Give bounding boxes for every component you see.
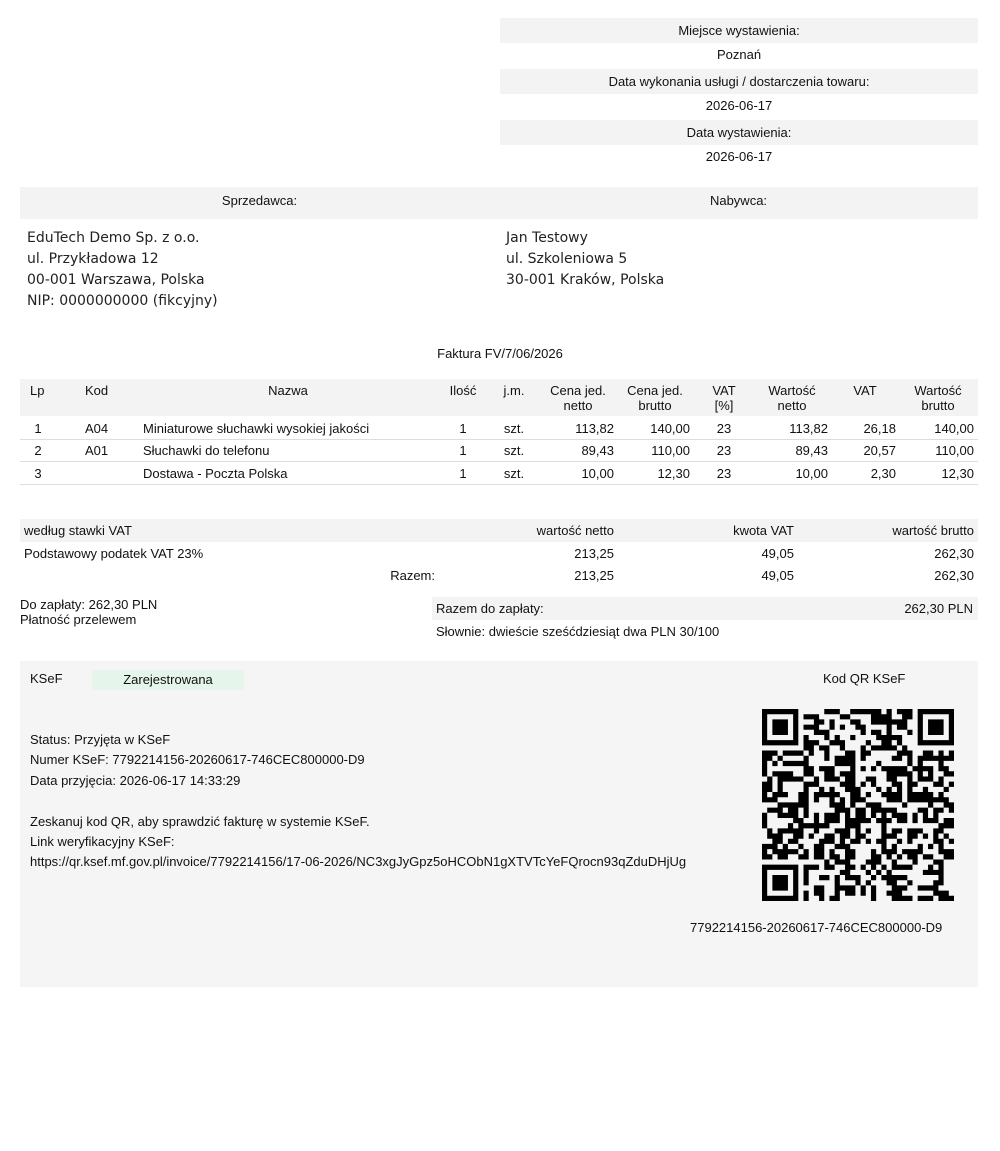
column-header-quantity <box>438 383 488 398</box>
column-header-text: Ilość <box>449 383 477 398</box>
item-cell-lp: 2 <box>34 443 42 458</box>
column-header-lp <box>30 383 46 398</box>
item-cell-unit-net: 113,82 <box>575 421 614 436</box>
vat-total-net: 213,25 <box>574 568 614 583</box>
item-cell-value-net: 113,82 <box>789 421 828 436</box>
item-cell-vat-amount: 20,57 <box>863 443 896 458</box>
item-cell-vat-rate: 23 <box>716 443 732 458</box>
buyer-line: 30-001 Kraków, Polska <box>506 272 665 288</box>
column-header-text: Wartość <box>768 383 816 398</box>
vat-header-gross: wartość brutto <box>892 523 974 538</box>
vat-summary-header <box>20 519 978 542</box>
item-cell-value-gross: 140,00 <box>934 421 974 436</box>
item-cell-name: Dostawa - Poczta Polska <box>143 466 288 481</box>
vat-total-tax: 49,05 <box>761 568 794 583</box>
item-cell-unit: szt. <box>503 421 525 436</box>
item-cell-quantity: 1 <box>459 421 467 436</box>
column-header-text: netto <box>777 398 807 413</box>
column-header-text: VAT <box>712 383 736 398</box>
qr-caption: 7792214156-20260617-746CEC800000-D9 <box>690 920 943 935</box>
seller-line: EduTech Demo Sp. z o.o. <box>27 230 200 246</box>
status-badge: Zarejestrowana <box>92 670 244 690</box>
issue-date-label: Data wystawienia: <box>500 120 978 145</box>
column-header-unit-net <box>542 383 614 413</box>
vat-total-label: Razem: <box>390 568 435 583</box>
vat-row-net: 213,25 <box>574 546 614 561</box>
column-header-text: netto <box>563 398 593 413</box>
row-divider <box>20 439 978 440</box>
ksef-received-date: Data przyjęcia: 2026-06-17 14:33:29 <box>30 773 241 788</box>
item-cell-unit: szt. <box>503 443 525 458</box>
item-cell-vat-rate: 23 <box>716 466 732 481</box>
column-header-name <box>193 383 383 398</box>
vat-header-tax: kwota VAT <box>733 523 794 538</box>
item-cell-code: A04 <box>85 421 109 436</box>
invoice-title: Faktura FV/7/06/2026 <box>437 346 563 361</box>
vat-header-net: wartość netto <box>536 523 614 538</box>
service-date-value: 2026-06-17 <box>705 98 773 113</box>
column-header-text: brutto <box>921 398 955 413</box>
item-cell-value-net: 10,00 <box>795 466 828 481</box>
item-cell-name: Słuchawki do telefonu <box>143 443 270 458</box>
item-cell-lp: 1 <box>34 421 42 436</box>
buyer-details <box>506 228 664 291</box>
amount-due: Do zapłaty: 262,30 PLN <box>20 597 158 612</box>
column-header-text: Kod <box>85 383 109 398</box>
column-header-text: Lp <box>30 383 45 398</box>
row-divider <box>20 484 978 485</box>
vat-row-gross: 262,30 <box>934 546 974 561</box>
vat-row-rate: Podstawowy podatek VAT 23% <box>24 546 204 561</box>
place-label: Miejsce wystawienia: <box>500 18 978 43</box>
ksef-scan-hint: Zeskanuj kod QR, aby sprawdzić fakturę w systemie KSeF. <box>30 814 370 829</box>
item-cell-unit-net: 89,43 <box>581 443 614 458</box>
ksef-number: Numer KSeF: 7792214156-20260617-746CEC800000-D9 <box>30 752 365 767</box>
ksef-verification-link[interactable]: https://qr.ksef.mf.gov.pl/invoice/7792214156/17-06-2026/NC3xgJyGpz5oHCObN1gXTVTcYeFQrocn93qZduDHjUg <box>30 854 687 869</box>
seller-line: 00-001 Warszawa, Polska <box>27 272 205 288</box>
column-header-text: Cena jed. <box>627 383 683 398</box>
item-cell-value-gross: 12,30 <box>941 466 974 481</box>
item-cell-lp: 3 <box>34 466 42 481</box>
column-header-unit-gross <box>620 383 690 413</box>
item-cell-name: Miniaturowe słuchawki wysokiej jakości <box>143 421 370 436</box>
ksef-link-label: Link weryfikacyjny KSeF: <box>30 834 175 849</box>
column-header-code <box>85 383 125 398</box>
seller-line: NIP: 0000000000 (fikcyjny) <box>27 293 218 309</box>
column-header-value-gross <box>902 383 974 413</box>
item-cell-value-gross: 110,00 <box>935 443 974 458</box>
row-divider <box>20 461 978 462</box>
vat-header-rate: według stawki VAT <box>24 523 132 538</box>
total-due-value: 262,30 PLN <box>904 601 973 616</box>
item-cell-unit-gross: 140,00 <box>650 421 690 436</box>
item-cell-unit-gross: 12,30 <box>657 466 690 481</box>
vat-total-gross: 262,30 <box>934 568 974 583</box>
seller-details <box>27 228 218 312</box>
ksef-label: KSeF <box>30 671 63 686</box>
column-header-vat-rate <box>700 383 748 413</box>
column-header-text: brutto <box>638 398 672 413</box>
item-cell-quantity: 1 <box>459 466 467 481</box>
item-cell-quantity: 1 <box>459 443 467 458</box>
seller-label: Sprzedawca: <box>221 193 298 208</box>
buyer-label: Nabywca: <box>709 193 768 208</box>
service-date-label: Data wykonania usługi / dostarczenia towaru: <box>500 69 978 94</box>
vat-row-tax: 49,05 <box>761 546 794 561</box>
place-value: Poznań <box>716 47 762 62</box>
payment-method: Płatność przelewem <box>20 612 137 627</box>
qr-title: Kod QR KSeF <box>823 671 906 686</box>
item-cell-unit: szt. <box>503 466 525 481</box>
item-cell-value-net: 89,43 <box>795 443 828 458</box>
qr-modules <box>762 709 954 901</box>
amount-in-words: Słownie: dwieście sześćdziesiąt dwa PLN 30/100 <box>436 624 720 639</box>
column-header-text: j.m. <box>503 383 525 398</box>
seller-line: ul. Przykładowa 12 <box>27 251 159 267</box>
issue-date-value: 2026-06-17 <box>705 149 773 164</box>
column-header-text: Nazwa <box>268 383 308 398</box>
column-header-unit <box>497 383 531 398</box>
item-cell-vat-amount: 26,18 <box>863 421 896 436</box>
column-header-text: Cena jed. <box>550 383 606 398</box>
buyer-line: ul. Szkoleniowa 5 <box>506 251 628 267</box>
total-due-label: Razem do zapłaty: <box>436 601 544 616</box>
column-header-text: VAT <box>853 383 877 398</box>
item-cell-vat-rate: 23 <box>716 421 732 436</box>
item-cell-code: A01 <box>85 443 109 458</box>
column-header-value-net <box>752 383 832 413</box>
column-header-text: Wartość <box>914 383 962 398</box>
column-header-text: [%] <box>714 398 734 413</box>
column-header-vat-amount <box>838 383 892 398</box>
buyer-line: Jan Testowy <box>506 230 588 246</box>
item-cell-unit-net: 10,00 <box>581 466 614 481</box>
item-cell-vat-amount: 2,30 <box>870 466 896 481</box>
item-cell-unit-gross: 110,00 <box>651 443 690 458</box>
ksef-panel <box>20 661 978 987</box>
ksef-status: Status: Przyjęta w KSeF <box>30 732 171 747</box>
ksef-qr-code <box>762 709 954 901</box>
parties-header <box>20 187 978 219</box>
